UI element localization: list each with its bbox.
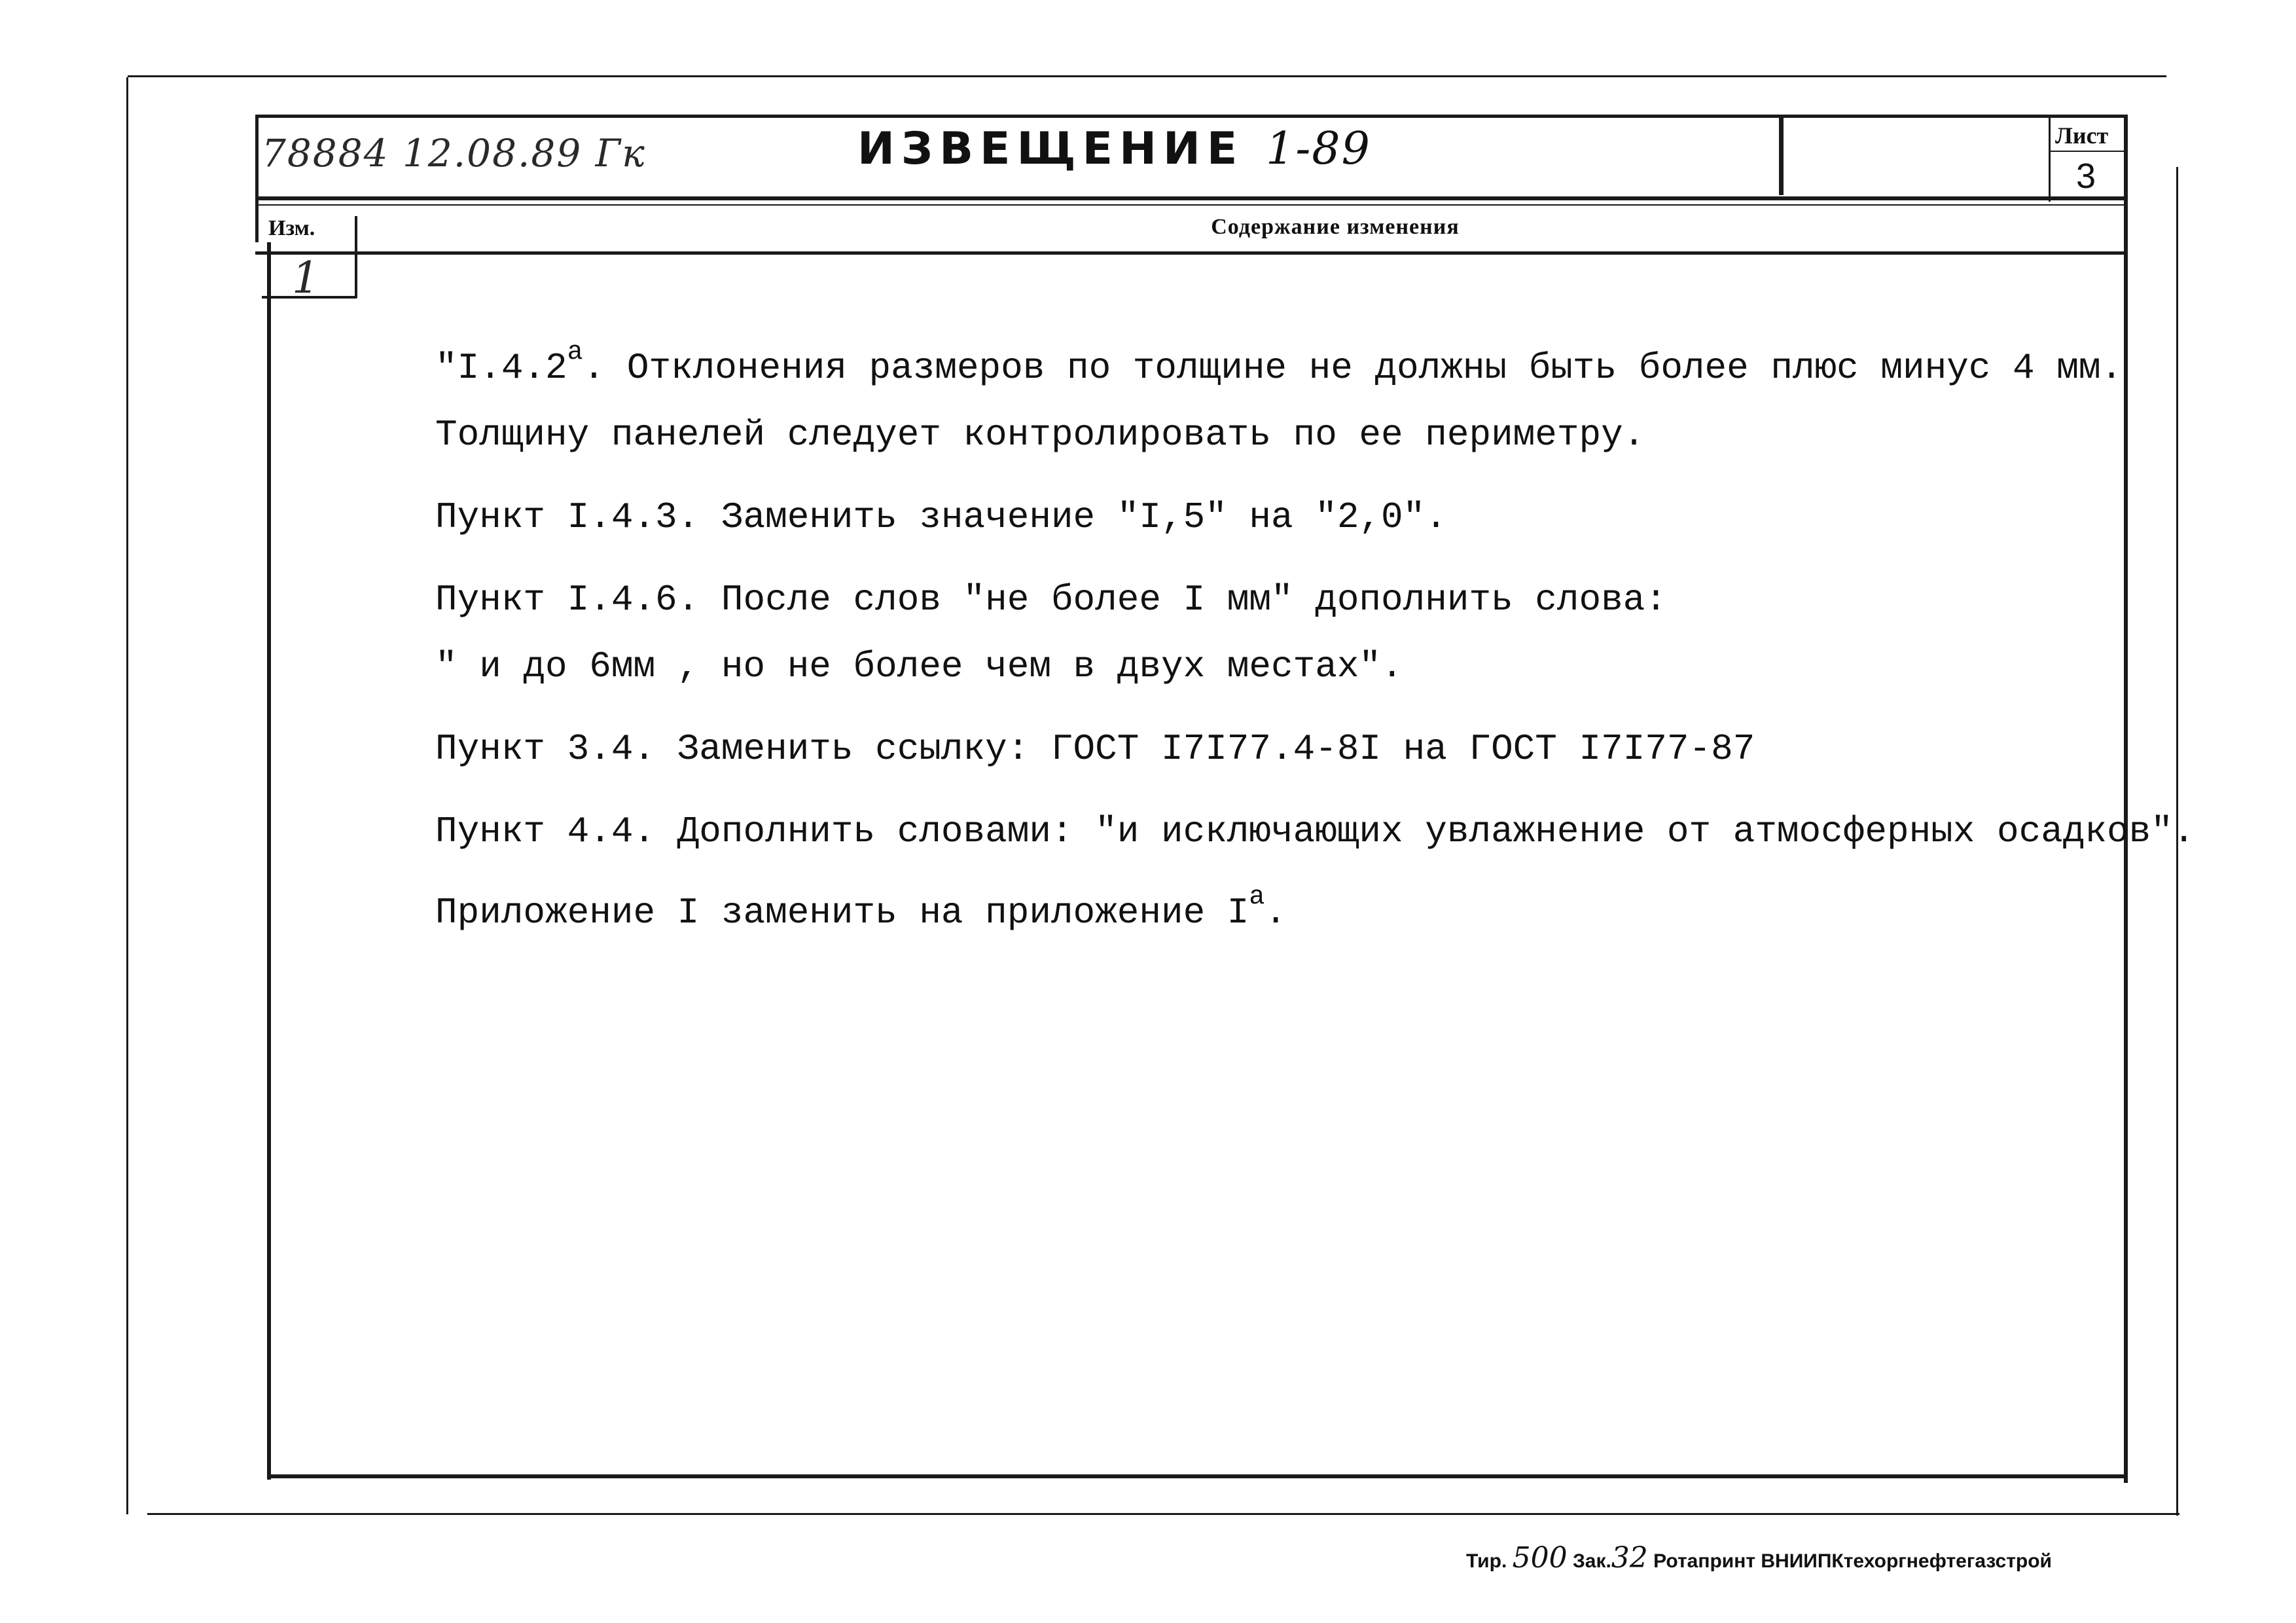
frame-left-border-lower bbox=[267, 242, 271, 1480]
change-column-label: Изм. bbox=[268, 216, 315, 240]
frame-bottom-border bbox=[267, 1474, 2128, 1478]
body-line-1-sup: а bbox=[567, 338, 583, 367]
sheet-cell-divider bbox=[2049, 117, 2051, 202]
frame-top-border bbox=[255, 115, 2124, 118]
footer-tir-label: Тир. bbox=[1466, 1550, 1507, 1572]
body-line-5: " и до 6мм , но не более чем в двух местах". bbox=[435, 646, 1403, 687]
body-line-7: Пункт 4.4. Дополнить словами: "и исключающих увлажнение от атмосферных осадков". bbox=[435, 811, 2195, 852]
body-line-1-prefix: "I.4.2 bbox=[435, 347, 567, 389]
document-frame bbox=[255, 115, 2127, 1476]
body-line-3: Пункт I.4.3. Заменить значение "I,5" на "2,0". bbox=[435, 496, 1447, 538]
content-header-divider bbox=[255, 251, 2127, 255]
change-number: 1 bbox=[292, 253, 319, 303]
body-line-1-rest: . Отклонения размеров по толщине не должны быть более плюс минус 4 мм. bbox=[583, 347, 2123, 389]
body-line-2: Толщину панелей следует контролировать по ее периметру. bbox=[435, 414, 1645, 456]
sheet-label: Лист bbox=[2055, 122, 2109, 149]
header-divider bbox=[255, 196, 2124, 200]
body-line-4: Пункт I.4.6. После слов "не более I мм" дополнить слова: bbox=[435, 579, 1667, 621]
outer-top-border bbox=[128, 75, 2166, 77]
header-column-divider bbox=[1779, 117, 1784, 195]
title-text: ИЗВЕЩЕНИЕ bbox=[857, 123, 1244, 175]
outer-left-border bbox=[126, 77, 128, 1514]
body-line-8-sup: а bbox=[1249, 883, 1265, 912]
body-line-6: Пункт 3.4. Заменить ссылку: ГОСТ I7I77.4-8I на ГОСТ I7I77-87 bbox=[435, 728, 1755, 770]
body-line-8-rest: . bbox=[1265, 892, 1287, 934]
body-line-1 bbox=[435, 338, 2123, 389]
sheet-cell-underline bbox=[2051, 151, 2124, 152]
footer-printer: Ротапринт ВНИИПКтехоргнефтегазстрой bbox=[1653, 1550, 2053, 1572]
sheet-number: 3 bbox=[2076, 156, 2096, 196]
document-title bbox=[857, 123, 1774, 175]
header-divider-thin bbox=[255, 204, 2124, 206]
registration-note: 78884 12.08.89 Гк bbox=[262, 131, 646, 175]
footer-tir-value: 500 bbox=[1512, 1541, 1568, 1575]
footer-zak-value: 32 bbox=[1611, 1541, 1648, 1575]
izm-column-divider bbox=[355, 216, 357, 298]
body-line-8-prefix: Приложение I заменить на приложение I bbox=[435, 892, 1249, 934]
body-line-8 bbox=[435, 883, 1287, 934]
frame-left-border bbox=[255, 115, 259, 242]
footer-zak-label: Зак. bbox=[1572, 1550, 1611, 1572]
outer-bottom-border bbox=[147, 1513, 2179, 1515]
print-footer bbox=[1466, 1541, 2052, 1575]
content-column-label: Содержание изменения bbox=[1211, 215, 1460, 239]
title-number: 1-89 bbox=[1266, 123, 1371, 175]
frame-right-border bbox=[2124, 115, 2128, 1483]
